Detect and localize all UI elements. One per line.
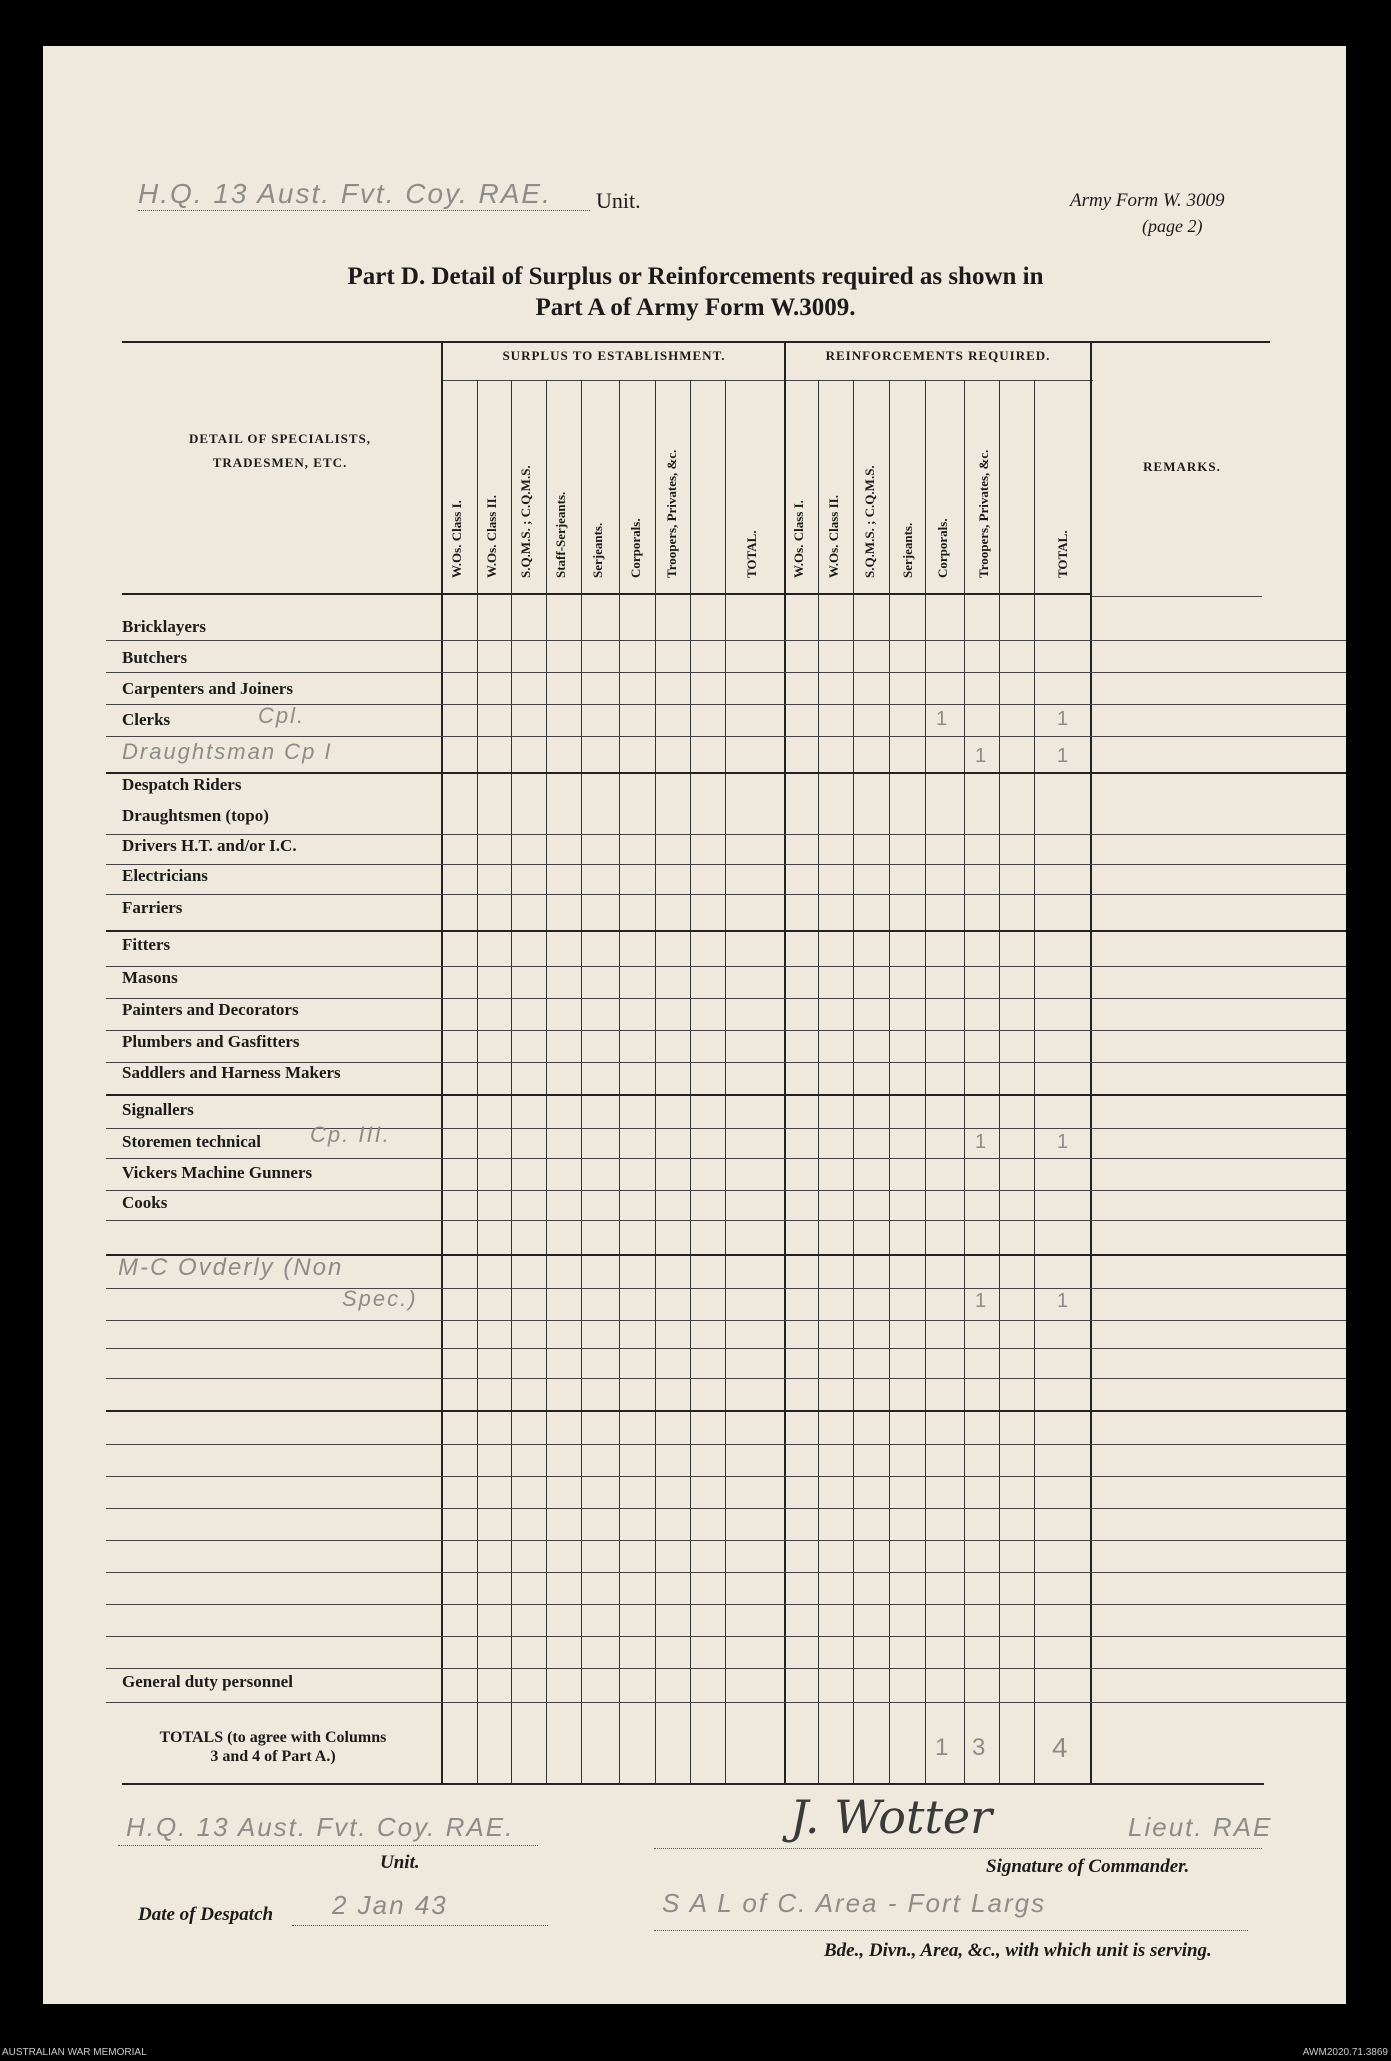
surplus-col-sqms-cqms: S.Q.M.S. ; C.Q.M.S. [518, 465, 533, 578]
totals-total: 4 [1052, 1732, 1068, 1763]
signature-label: Signature of Commander. [986, 1856, 1190, 1877]
row-label-spec-handwritten: Spec.) [342, 1286, 418, 1311]
row-separator [106, 1540, 1346, 1541]
surplus-col-wo-class-1: W.Os. Class I. [449, 500, 464, 578]
row-separator [106, 894, 1346, 895]
row-label-signallers: Signallers [122, 1100, 194, 1119]
group-header-rule [443, 380, 1093, 381]
row-label-draughtsmen-topo: Draughtsmen (topo) [122, 806, 269, 825]
row-label-farriers: Farriers [122, 898, 183, 917]
totals-troopers: 3 [972, 1734, 986, 1761]
row-separator [106, 736, 1346, 737]
row-label-carpenters: Carpenters and Joiners [122, 679, 293, 698]
footer-unit-dotline [118, 1845, 538, 1846]
archive-reference: AWM2020.71.3869 [1302, 2047, 1388, 2058]
row-separator [106, 834, 1346, 835]
table-top-rule [122, 341, 1270, 343]
spec-troopers-tally: 1 [975, 1290, 987, 1312]
row-separator [106, 1410, 1346, 1412]
surplus-col-corporals: Corporals. [628, 518, 643, 578]
reinf-col-corporals: Corporals. [935, 518, 950, 578]
detail-header [120, 427, 440, 475]
surplus-col-total: TOTAL. [744, 530, 759, 578]
row-label-cooks: Cooks [122, 1193, 168, 1212]
form-title-line2: Part A of Army Form W.3009. [535, 294, 856, 321]
reinf-col-serjeants: Serjeants. [900, 522, 915, 578]
date-of-despatch-value: 2 Jan 43 [332, 1890, 448, 1920]
totals-label-line1: TOTALS (to agree with Columns [159, 1729, 387, 1746]
row-label-vickers: Vickers Machine Gunners [122, 1163, 313, 1182]
row-label-draughtsman-handwritten: Draughtsman Cp I [122, 739, 333, 764]
row-separator [106, 1572, 1346, 1573]
date-of-despatch-label: Date of Despatch [138, 1904, 274, 1925]
row-separator [106, 1190, 1346, 1191]
signature-dotline [654, 1848, 1262, 1849]
row-label-saddlers: Saddlers and Harness Makers [122, 1063, 341, 1082]
form-page: (page 2) [1142, 216, 1203, 236]
row-label-clerks: Clerks [122, 710, 171, 729]
row-label-painters: Painters and Decorators [122, 1000, 299, 1019]
archive-credit: AUSTRALIAN WAR MEMORIAL [2, 2047, 147, 2058]
row-label-mc-orderly-handwritten: M-C Ovderly (Non [118, 1254, 344, 1281]
table-bottom-rule [122, 1783, 1264, 1785]
row-separator [106, 1702, 1346, 1703]
row-separator [106, 1636, 1346, 1637]
footer-unit-handwritten: H.Q. 13 Aust. Fvt. Coy. RAE. [126, 1812, 515, 1842]
unit-handwritten: H.Q. 13 Aust. Fvt. Coy. RAE. [138, 178, 552, 209]
row-label-masons: Masons [122, 968, 178, 987]
row-separator [106, 998, 1346, 999]
form-sheet [43, 46, 1346, 2004]
unit-label: Unit. [596, 188, 641, 213]
commander-signature: J. Wotter [790, 1790, 993, 1844]
formation-dotline [654, 1930, 1248, 1931]
row-separator [106, 1348, 1346, 1349]
row-separator [106, 1444, 1346, 1445]
detail-header-line1: DETAIL OF SPECIALISTS, [188, 431, 372, 446]
row-separator [106, 930, 1346, 932]
header-bottom-rule [122, 593, 1092, 595]
row-label-despatch-riders: Despatch Riders [122, 775, 242, 794]
formation-value: S A L of C. Area - Fort Largs [662, 1888, 1047, 1918]
clerks-total-tally: 1 [1057, 708, 1069, 730]
storemen-rank-note: Cp. III. [310, 1122, 391, 1147]
row-separator [106, 1508, 1346, 1509]
surplus-col-serjeants: Serjeants. [590, 522, 605, 578]
surplus-col-troopers: Troopers, Privates, &c. [664, 449, 679, 578]
date-dotline [292, 1925, 548, 1926]
row-separator [106, 1288, 1346, 1289]
clerks-corporals-tally: 1 [936, 708, 948, 730]
surplus-col-wo-class-2: W.Os. Class II. [484, 495, 499, 578]
reinforcements-header: REINFORCEMENTS REQUIRED. [825, 348, 1051, 363]
row-separator [106, 1030, 1346, 1031]
totals-label [118, 1728, 428, 1766]
row-label-drivers: Drivers H.T. and/or I.C. [122, 836, 297, 855]
row-label-butchers: Butchers [122, 648, 188, 667]
reinf-col-sqms-cqms: S.Q.M.S. ; C.Q.M.S. [862, 465, 877, 578]
remarks-header: REMARKS. [1143, 459, 1221, 474]
row-label-fitters: Fitters [122, 935, 171, 954]
reinf-col-wo-class-1: W.Os. Class I. [791, 500, 806, 578]
row-separator [106, 966, 1346, 967]
detail-header-line2: TRADESMEN, ETC. [212, 455, 348, 470]
row-separator [106, 640, 1346, 641]
surplus-header: SURPLUS TO ESTABLISHMENT. [502, 348, 726, 363]
row-separator [106, 1128, 1346, 1129]
reinf-col-troopers: Troopers, Privates, &c. [976, 449, 991, 578]
row-separator [106, 1320, 1346, 1321]
draughtsman-total-tally: 1 [1057, 745, 1069, 767]
commander-rank: Lieut. RAE [1128, 1812, 1273, 1842]
remarks-header-rule [1092, 596, 1262, 597]
row-separator [106, 1158, 1346, 1159]
row-label-bricklayers: Bricklayers [122, 617, 207, 636]
row-separator [106, 672, 1346, 673]
row-label-general-duty: General duty personnel [122, 1672, 293, 1691]
form-reference: Army Form W. 3009 [1070, 190, 1225, 211]
formation-label: Bde., Divn., Area, &c., with which unit is serving. [824, 1940, 1212, 1961]
row-separator [106, 1668, 1346, 1669]
unit-dotline [138, 210, 590, 211]
spec-total-tally: 1 [1057, 1290, 1069, 1312]
row-separator [106, 1220, 1346, 1221]
row-separator [106, 1378, 1346, 1379]
row-separator [106, 1604, 1346, 1605]
row-separator [106, 864, 1346, 865]
form-title-line1: Part D. Detail of Surplus or Reinforcements required as shown in [347, 263, 1044, 290]
storemen-troopers-tally: 1 [975, 1131, 987, 1153]
reinf-col-total: TOTAL. [1055, 530, 1070, 578]
storemen-total-tally: 1 [1057, 1131, 1069, 1153]
totals-label-line2: 3 and 4 of Part A.) [210, 1748, 336, 1765]
row-separator [106, 1476, 1346, 1477]
row-label-electricians: Electricians [122, 866, 208, 885]
footer-unit-label: Unit. [380, 1852, 420, 1873]
reinf-col-wo-class-2: W.Os. Class II. [826, 495, 841, 578]
totals-corporals: 1 [935, 1734, 949, 1761]
clerks-rank-note: Cpl. [258, 703, 306, 728]
surplus-col-staff-serjeants: Staff-Serjeants. [553, 491, 568, 578]
row-separator [106, 772, 1346, 774]
row-label-storemen: Storemen technical [122, 1132, 261, 1151]
draughtsman-troopers-tally: 1 [975, 745, 987, 767]
row-label-plumbers: Plumbers and Gasfitters [122, 1032, 300, 1051]
row-separator [106, 1094, 1346, 1096]
